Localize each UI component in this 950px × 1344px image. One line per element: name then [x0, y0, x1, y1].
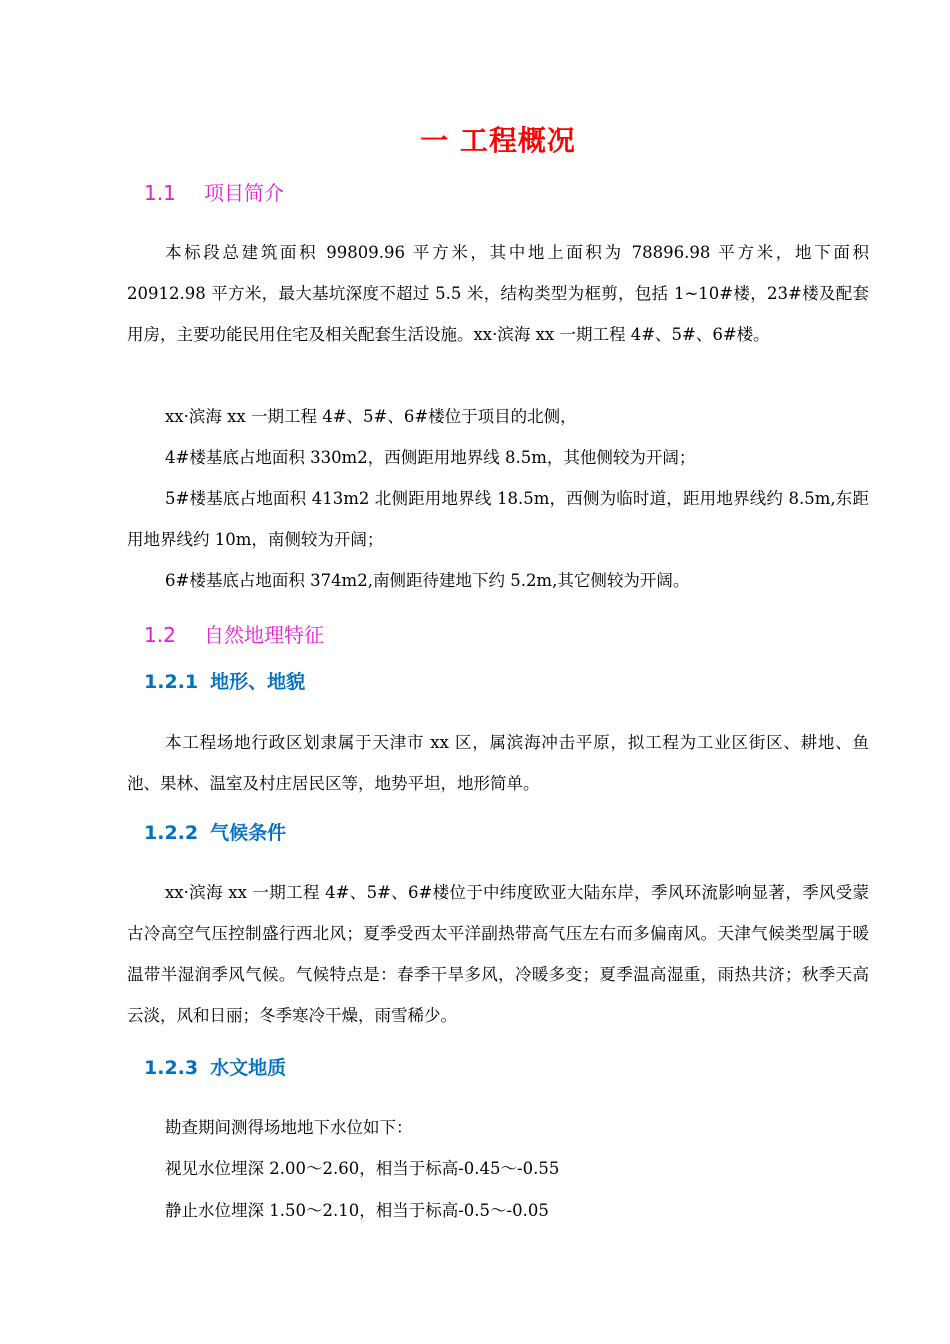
- section-heading-1-2-2: [144, 819, 286, 847]
- section-heading-1-2: [144, 620, 324, 650]
- paragraph-building-4: 4#楼基底占地面积 330m2，西侧距用地界线 8.5m，其他侧较为开阔；: [165, 448, 696, 467]
- page-title: 一 工程概况: [420, 124, 576, 157]
- section-title: 地形、地貌: [210, 671, 306, 693]
- section-number: 1.2.1: [144, 671, 199, 693]
- section-heading-1-1: [144, 178, 284, 208]
- section-title: 气候条件: [210, 822, 287, 844]
- paragraph-building-6: 6#楼基底占地面积 374m2,南侧距待建地下约 5.2m,其它侧较为开阔。: [165, 571, 690, 590]
- section-heading-1-2-1: [144, 668, 305, 696]
- paragraph-groundwater-intro: 勘查期间测得场地地下水位如下：: [165, 1118, 413, 1137]
- paragraph-climate: xx·滨海 xx 一期工程 4#、5#、6#楼位于中纬度欧亚大陆东岸，季风环流影响显著，季风受蒙古冷高空气压控制盛行西北风；夏季受西太平洋副热带高气压左右而多偏南风。天津气候类型属于暖温带半湿润季风气候。气候特点是：春季干旱多风，冷暖多变；夏季温高湿重，雨热共济；秋季天高云淡，风和日丽；冬季寒冷干燥，雨雪稀少。: [127, 883, 869, 1025]
- paragraph-building-5: 5#楼基底占地面积 413m2 北侧距用地界线 18.5m，西侧为临时道，距用地界线约 8.5m,东距用地界线约 10m，南侧较为开阔；: [127, 489, 869, 549]
- section-number: 1.2.3: [144, 1057, 199, 1079]
- section-title: 水文地质: [210, 1057, 287, 1079]
- section-title: 项目简介: [204, 181, 284, 205]
- section-number: 1.2: [144, 623, 176, 647]
- section-number: 1.1: [144, 181, 176, 205]
- section-title: 自然地理特征: [204, 623, 324, 647]
- paragraph-static-water-level: 静止水位埋深 1.50～2.10，相当于标高-0.5～-0.05: [165, 1201, 549, 1220]
- paragraph-visible-water-level: 视见水位埋深 2.00～2.60，相当于标高-0.45～-0.55: [165, 1159, 560, 1178]
- paragraph-project-overview: 本标段总建筑面积 99809.96 平方米，其中地上面积为 78896.98 平方米，地下面积 20912.98 平方米，最大基坑深度不超过 5.5 米，结构类型为框剪，包括 1~10#楼，23#楼及配套用房，主要功能民用住宅及相关配套生活设施。xx·滨海 xx 一期工程 4#、5#、6#楼。: [127, 243, 869, 344]
- section-number: 1.2.2: [144, 822, 199, 844]
- paragraph-terrain: 本工程场地行政区划隶属于天津市 xx 区，属滨海冲击平原，拟工程为工业区街区、耕地、鱼池、果林、温室及村庄居民区等，地势平坦，地形简单。: [127, 733, 869, 793]
- paragraph-building-location: xx·滨海 xx 一期工程 4#、5#、6#楼位于项目的北侧，: [165, 407, 577, 426]
- section-heading-1-2-3: [144, 1054, 286, 1082]
